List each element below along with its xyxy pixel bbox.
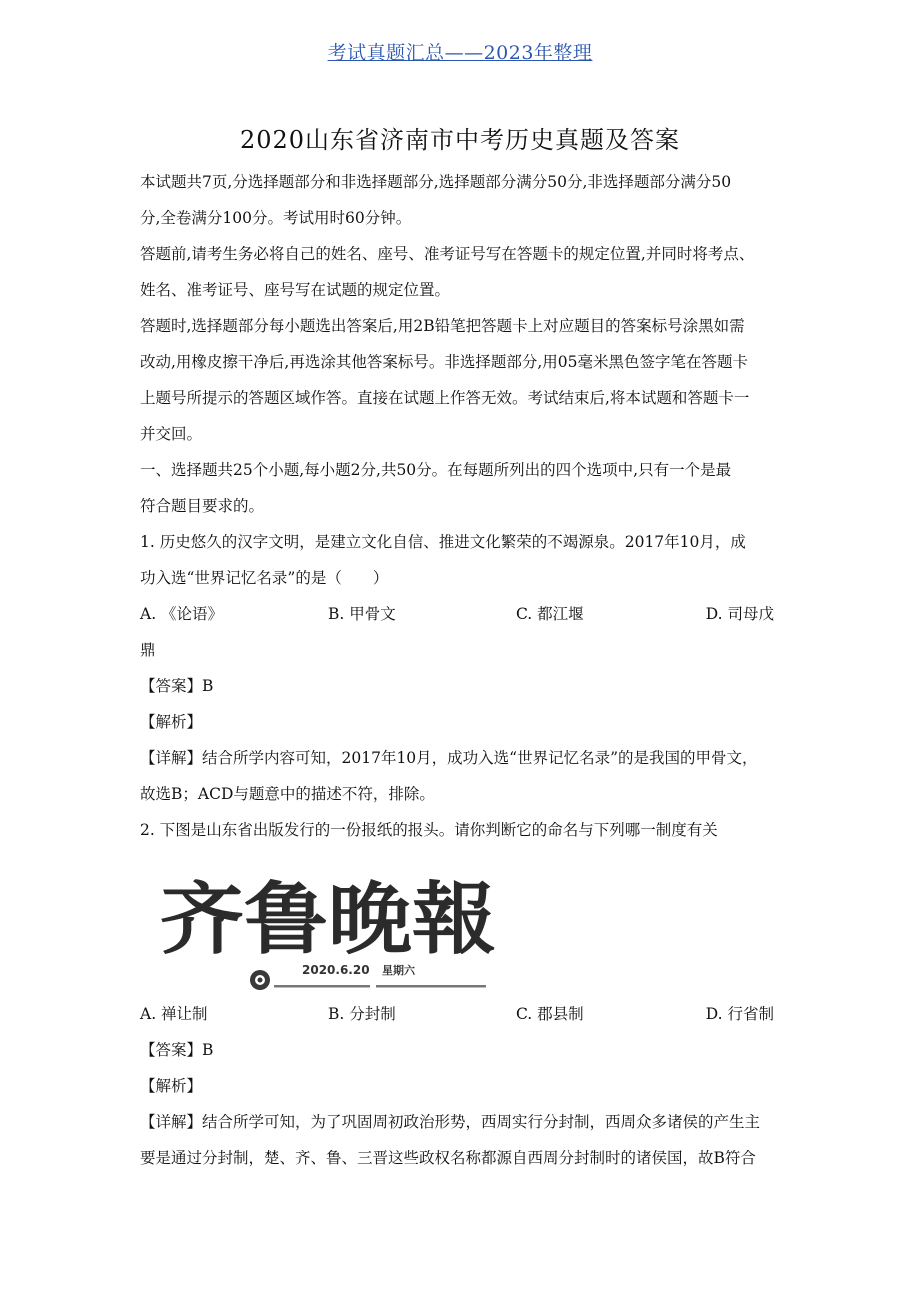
q2-option-b: B. 分封制 xyxy=(328,1005,396,1023)
q1-option-d: D. 司母戊 xyxy=(705,605,774,623)
q2-stem: 2. 下图是山东省出版发行的一份报纸的报头。请你判断它的命名与下列哪一制度有关 xyxy=(140,821,718,839)
intro-line: 分,全卷满分100分。考试用时60分钟。 xyxy=(140,209,412,227)
q1-option-a: A. 《论语》 xyxy=(140,605,224,623)
q2-detail: 要是通过分封制，楚、齐、鲁、三晋这些政权名称都源自西周分封制时的诸侯国，故B符合 xyxy=(140,1149,756,1167)
q1-analysis-label: 【解析】 xyxy=(140,713,203,731)
q1-option-c: C. 都江堰 xyxy=(516,605,584,623)
q2-answer: 【答案】B xyxy=(140,1041,214,1059)
q1-option-d-cont: 鼎 xyxy=(140,641,156,659)
q1-stem: 1. 历史悠久的汉字文明，是建立文化自信、推进文化繁荣的不竭源泉。2017年10月，成 xyxy=(140,533,746,551)
document-body xyxy=(140,164,780,1176)
intro-line: 本试题共7页,分选择题部分和非选择题部分,选择题部分满分50分,非选择题部分满分50 xyxy=(140,173,732,191)
q2-option-c: C. 郡县制 xyxy=(516,1005,584,1023)
newspaper-masthead-image xyxy=(152,854,504,994)
q2-detail: 【详解】结合所学可知，为了巩固周初政治形势，西周实行分封制，西周众多诸侯的产生主 xyxy=(140,1113,761,1131)
intro-line: 并交回。 xyxy=(140,425,203,443)
q1-answer: 【答案】B xyxy=(140,677,214,695)
masthead-fine-print xyxy=(274,985,486,988)
intro-line: 改动,用橡皮擦干净后,再选涂其他答案标号。非选择题部分,用05毫米黑色签字笔在答题卡 xyxy=(140,353,749,371)
q1-stem: 功入选“世界记忆名录”的是（ ） xyxy=(140,569,389,587)
q1-options xyxy=(140,596,780,632)
masthead-weekday: 星期六 xyxy=(382,964,415,977)
masthead-date: 2020.6.20 xyxy=(302,963,370,977)
intro-line: 答题前,请考生务必将自己的姓名、座号、准考证号写在答题卡的规定位置,并同时将考点、 xyxy=(140,245,755,263)
q2-options xyxy=(140,996,780,1032)
q2-analysis-label: 【解析】 xyxy=(140,1077,203,1095)
page-title: 2020山东省济南市中考历史真题及答案 xyxy=(239,126,681,154)
section-heading: 符合题目要求的。 xyxy=(140,497,265,515)
q1-detail: 【详解】结合所学内容可知，2017年10月，成功入选“世界记忆名录”的是我国的甲骨文， xyxy=(140,749,758,767)
section-heading: 一、选择题共25个小题,每小题2分,共50分。在每题所列出的四个选项中,只有一个是最 xyxy=(140,461,732,479)
header-link[interactable]: 考试真题汇总——2023年整理 xyxy=(327,42,593,64)
q1-detail: 故选B；ACD与题意中的描述不符，排除。 xyxy=(140,785,435,803)
q2-option-a: A. 禅让制 xyxy=(140,1005,208,1023)
intro-line: 答题时,选择题部分每小题选出答案后,用2B铅笔把答题卡上对应题目的答案标号涂黑如需 xyxy=(140,317,745,335)
q2-option-d: D. 行省制 xyxy=(705,1005,774,1023)
q1-option-b: B. 甲骨文 xyxy=(328,605,396,623)
intro-line: 上题号所提示的答题区域作答。直接在试题上作答无效。考试结束后,将本试题和答题卡一 xyxy=(140,389,750,407)
masthead-title: 齐鲁晚報 xyxy=(160,874,496,965)
intro-line: 姓名、准考证号、座号写在试题的规定位置。 xyxy=(140,281,451,299)
masthead-logo-icon xyxy=(250,970,270,990)
